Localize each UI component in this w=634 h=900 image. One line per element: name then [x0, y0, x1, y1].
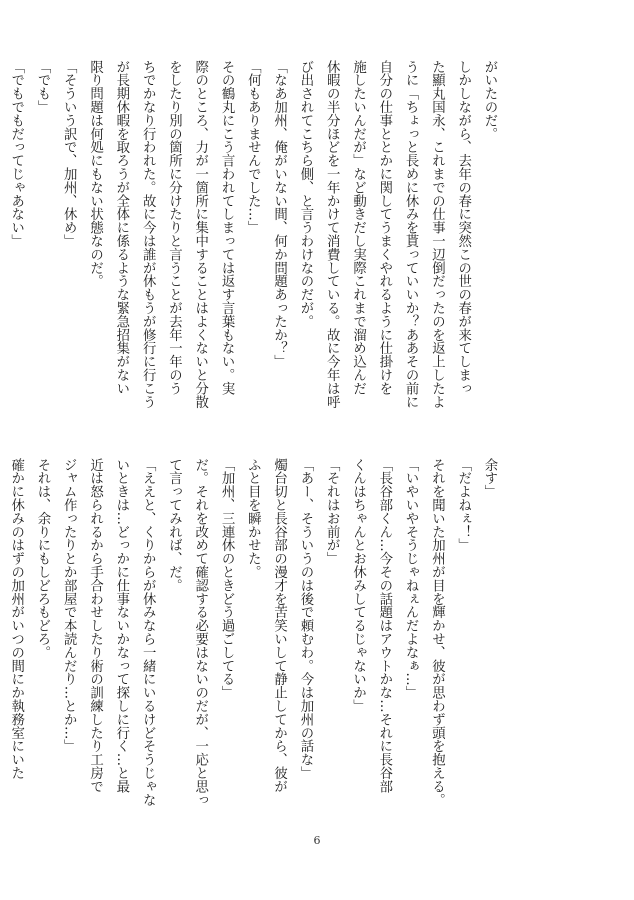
text-column: 「でも」 [34, 60, 50, 114]
text-column: 「あー、そういうのは後で頼むわ。今は加州の話な」 [297, 458, 313, 780]
text-column: 「加州、三連休のときどう過ごしてる」 [219, 458, 235, 700]
text-column: 「でもでもだってじゃあない」 [8, 60, 24, 248]
text-column: 自分の仕事ととかに関してうまくやれるように仕掛けを [376, 60, 392, 395]
text-column: くんはちゃんとお休みしてるじゃないか」 [350, 458, 366, 713]
text-column: が長期休暇を取ろうが全体に係るような緊急招集がない [113, 60, 129, 395]
text-column: 「何もありませんでした…」 [245, 60, 261, 235]
text-column: 際のところ、力が一箇所に集中することはよくないと分散 [192, 60, 208, 409]
upper-text-block [8, 60, 502, 410]
page-number: 6 [313, 834, 321, 847]
text-column: その鶴丸にこう言われてしまっては返す言葉もない。実 [219, 60, 235, 395]
text-column: 「ええと、くりからが休みなら一緒にいるけどそうじゃな [140, 458, 156, 807]
text-column: ふと目を瞬かせた。 [245, 458, 261, 579]
text-column: 「なあ加州、俺がいない間、何か問題あったか？」 [271, 60, 287, 369]
text-column: 「そういう訳で、加州、休め」 [61, 60, 77, 248]
text-column: 「だよねぇ！」 [455, 458, 471, 552]
text-column: 近は怒られるから手合わせしたり術の訓練したり工房で [87, 458, 103, 793]
text-column: 燭台切と長谷部の漫才を苦笑いして静止してから、彼が [271, 458, 287, 793]
text-column: をしたり別の箇所に分けたりと言うことが去年一年のう [166, 60, 182, 395]
text-column: た顯丸国永、これまでの仕事一辺倒だったのを返上したよ [429, 60, 445, 409]
lower-text-block [8, 458, 502, 808]
text-column: それは、余りにもしどろもどろ。 [34, 458, 50, 659]
text-column: ジャム作ったりとか部屋で本読んだり…とか…」 [61, 458, 77, 753]
text-column: 「それはお前が」 [324, 458, 340, 566]
text-column: いときは…どっかに仕事ないかなって探しに行く…と最 [113, 458, 129, 793]
text-column: それを聞いた加州が目を輝かせ、彼が思わず頭を抱える。 [429, 458, 445, 807]
text-column: うに「ちょっと長めに休みを貰っていいか？ああその前に [403, 60, 419, 409]
text-column [0, 458, 2, 808]
text-column: 余す」 [482, 458, 497, 499]
text-column [0, 60, 2, 410]
text-column: しかしながら、去年の春に突然この世の春が来てしまっ [455, 60, 471, 395]
text-column: ちでかなり行われた。故に今は誰が休もうが修行に行こう [140, 60, 156, 409]
text-column: 限り問題は何処にもない状態なのだ。 [87, 60, 103, 288]
text-column: 「いやいやそうじゃねぇんだよなぁ…」 [403, 458, 419, 700]
text-column: 確かに休みのはずの加州がいつの間にか執務室にいた [8, 458, 24, 780]
text-column: て言ってみれば、だ。 [166, 458, 182, 592]
text-column: がいたのだ。 [482, 60, 497, 141]
text-column: だ。それを改めて確認する必要はないのだが、一応と思っ [192, 458, 208, 807]
text-column: び出されてこちら側、と言うわけなのだが。 [297, 60, 313, 328]
text-column: 施したいんだが」など動きだし実際これまで溜め込んだ [350, 60, 366, 395]
text-column: 休暇の半分ほどを一年かけて消費している。故に今年は呼 [324, 60, 340, 409]
text-column: 「長谷部くん…今その話題はアウトかな…それに長谷部 [376, 458, 392, 793]
